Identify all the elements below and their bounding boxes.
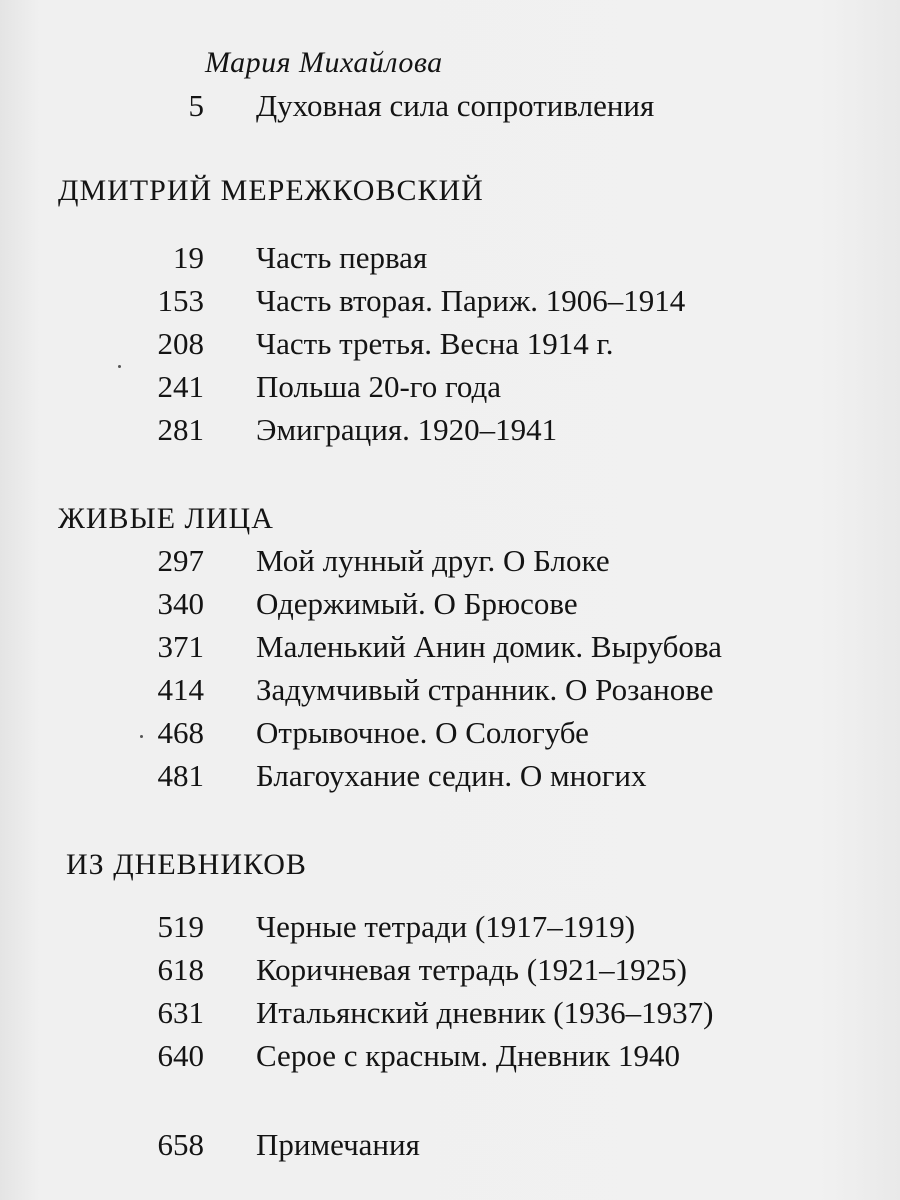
toc-entry xyxy=(0,412,900,452)
page-number: 481 xyxy=(157,758,204,793)
toc-entry xyxy=(0,326,900,366)
page-number: 153 xyxy=(157,283,204,318)
section-heading-merezhkovsky: ДМИТРИЙ МЕРЕЖКОВСКИЙ xyxy=(58,174,484,207)
toc-entry xyxy=(0,995,900,1035)
page-number: 519 xyxy=(157,909,204,944)
toc-entry xyxy=(0,758,900,798)
page-number: 618 xyxy=(157,952,204,987)
entry-title: Итальянский дневник (1936–1937) xyxy=(256,995,714,1030)
toc-entry xyxy=(0,952,900,992)
toc-entry xyxy=(0,715,900,755)
page-number: 468 xyxy=(157,715,204,750)
entry-title: Маленький Анин домик. Вырубова xyxy=(256,629,722,664)
entry-title: Духовная сила сопротивления xyxy=(256,88,655,123)
toc-entry xyxy=(0,909,900,949)
toc-entry xyxy=(0,672,900,712)
paper-speck xyxy=(118,365,121,368)
page-number: 19 xyxy=(173,240,204,275)
toc-entry xyxy=(0,586,900,626)
page-number: 297 xyxy=(157,543,204,578)
entry-title: Отрывочное. О Сологубе xyxy=(256,715,589,750)
entry-title: Часть первая xyxy=(256,240,428,275)
page-number: 640 xyxy=(157,1038,204,1073)
paper-speck xyxy=(140,735,143,738)
toc-entry xyxy=(0,240,900,280)
entry-title: Коричневая тетрадь (1921–1925) xyxy=(256,952,687,987)
toc-entry xyxy=(0,1038,900,1078)
entry-title: Примечания xyxy=(256,1127,420,1162)
entry-title: Эмиграция. 1920–1941 xyxy=(256,412,558,447)
toc-entry xyxy=(0,543,900,583)
entry-title: Благоухание седин. О многих xyxy=(256,758,647,793)
toc-entry-intro xyxy=(0,88,900,128)
page-number: 631 xyxy=(157,995,204,1030)
page-number: 371 xyxy=(157,629,204,664)
author-name: Мария Михайлова xyxy=(205,46,443,79)
section-heading-iz-dnevnikov: ИЗ ДНЕВНИКОВ xyxy=(66,848,307,881)
entry-title: Задумчивый странник. О Розанове xyxy=(256,672,714,707)
page-number: 340 xyxy=(157,586,204,621)
entry-title: Часть третья. Весна 1914 г. xyxy=(256,326,614,361)
entry-title: Серое с красным. Дневник 1940 xyxy=(256,1038,680,1073)
page-number: 241 xyxy=(157,369,204,404)
page-number: 281 xyxy=(157,412,204,447)
entry-title: Черные тетради (1917–1919) xyxy=(256,909,636,944)
entry-title: Одержимый. О Брюсове xyxy=(256,586,578,621)
page-number: 414 xyxy=(157,672,204,707)
toc-entry xyxy=(0,369,900,409)
entry-title: Часть вторая. Париж. 1906–1914 xyxy=(256,283,686,318)
section-heading-zhivye-litsa: ЖИВЫЕ ЛИЦА xyxy=(58,502,274,535)
page-number: 658 xyxy=(157,1127,204,1162)
toc-entry xyxy=(0,283,900,323)
entry-title: Польша 20-го года xyxy=(256,369,502,404)
entry-title: Мой лунный друг. О Блоке xyxy=(256,543,610,578)
page-number: 5 xyxy=(188,88,204,123)
page-number: 208 xyxy=(157,326,204,361)
toc-entry-notes xyxy=(0,1127,900,1167)
toc-entry xyxy=(0,629,900,669)
